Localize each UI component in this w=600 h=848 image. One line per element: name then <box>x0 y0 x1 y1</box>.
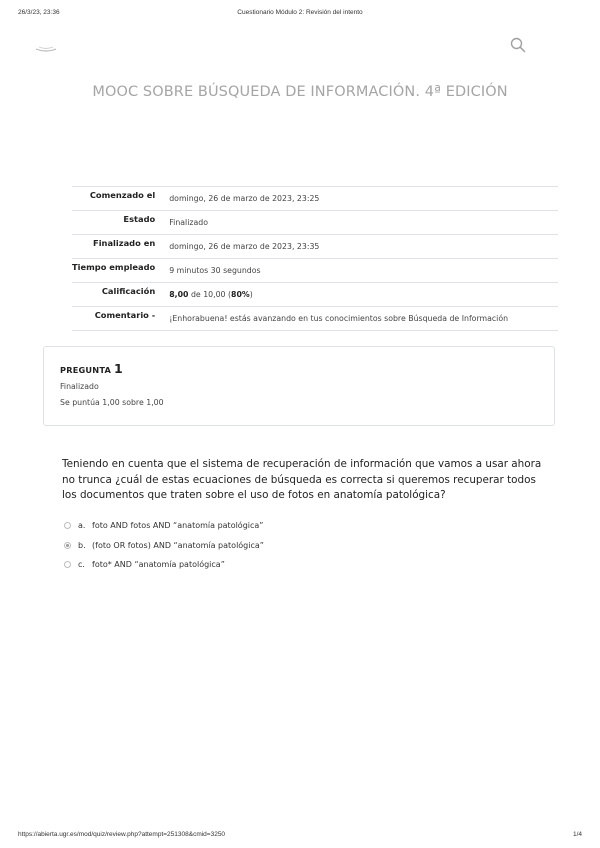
summary-value: domingo, 26 de marzo de 2023, 23:35 <box>169 242 320 251</box>
course-title: MOOC SOBRE BÚSQUEDA DE INFORMACIÓN. 4ª EDICIÓN <box>92 84 508 100</box>
answer-letter: b. <box>78 540 86 550</box>
question-grade: Se puntúa 1,00 sobre 1,00 <box>60 398 164 407</box>
summary-value: ¡Enhorabuena! estás avanzando en tus conocimientos sobre Búsqueda de Información <box>169 314 509 323</box>
summary-value: 9 minutos 30 segundos <box>169 266 261 275</box>
answer-letter: c. <box>78 560 85 570</box>
attempt-summary-table <box>72 186 558 331</box>
question-label: PREGUNTA <box>60 365 112 375</box>
summary-label: Finalizado en <box>93 238 156 248</box>
radio-checked-icon[interactable] <box>64 542 71 549</box>
question-info-box <box>43 346 555 426</box>
print-url: https://abierta.ugr.es/mod/quiz/review.php?attempt=251308&cmid=3250 <box>18 831 226 838</box>
answer-text: foto AND fotos AND “anatomía patológica” <box>92 521 264 531</box>
search-icon[interactable] <box>510 37 526 53</box>
summary-label: Estado <box>123 214 156 224</box>
summary-row-state <box>72 211 558 235</box>
summary-label: Comentario - <box>94 310 156 320</box>
summary-label: Calificación <box>101 286 156 296</box>
radio-unchecked-icon[interactable] <box>64 561 71 568</box>
summary-row-grade <box>72 283 558 307</box>
print-page-number: 1/4 <box>572 831 582 838</box>
answer-option-c[interactable] <box>64 555 264 575</box>
summary-value: domingo, 26 de marzo de 2023, 23:25 <box>169 194 320 203</box>
grade-percent: 80% <box>231 290 250 299</box>
answer-text: foto* AND “anatomía patológica” <box>92 560 225 570</box>
question-number-value: 1 <box>114 361 123 376</box>
question-number <box>60 361 538 376</box>
summary-row-time-taken <box>72 259 558 283</box>
grade-value: 8,00 <box>169 290 189 299</box>
summary-row-completed <box>72 235 558 259</box>
print-document-title: Cuestionario Módulo 2: Revisión del intento <box>237 9 363 16</box>
print-date: 26/3/23, 23:36 <box>18 9 60 16</box>
answer-option-a[interactable] <box>64 516 264 536</box>
answer-text: (foto OR fotos) AND “anatomía patológica” <box>92 540 264 550</box>
answer-list <box>64 516 264 575</box>
summary-row-started <box>72 187 558 211</box>
answer-option-b[interactable] <box>64 536 264 556</box>
question-state: Finalizado <box>60 382 99 391</box>
summary-label: Tiempo empleado <box>72 262 156 272</box>
question-text: Teniendo en cuenta que el sistema de recuperación de información que vamos a usar ahora no trunca ¿cuál de estas ecuaciones de búsqueda es correcta si queremos recuperar todos los documentos que traten sobre el uso de fotos en anatomía patológica? <box>62 458 542 502</box>
radio-unchecked-icon[interactable] <box>64 522 71 529</box>
summary-value: Finalizado <box>169 218 208 227</box>
grade-of: de 10,00 ( <box>190 290 232 299</box>
summary-value <box>163 283 558 307</box>
summary-row-comment <box>72 307 558 331</box>
summary-label: Comenzado el <box>89 190 156 200</box>
grade-close: ) <box>249 290 253 299</box>
brand-logo-icon[interactable] <box>34 40 58 54</box>
answer-letter: a. <box>78 521 86 531</box>
